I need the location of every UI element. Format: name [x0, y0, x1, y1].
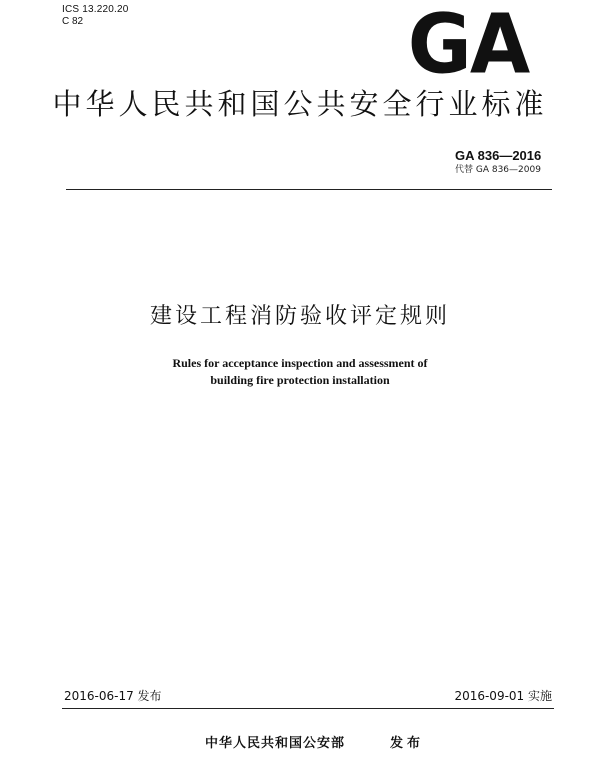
- document-title-en-line2: building fire protection installation: [210, 373, 390, 387]
- issue-date: 2016-06-17 发布: [64, 689, 162, 703]
- ga-logo-text: GA: [407, 0, 529, 93]
- issue-label: 发布: [390, 736, 425, 751]
- top-divider: [66, 189, 552, 190]
- document-title-en-line1: Rules for acceptance inspection and assessment of: [172, 356, 428, 370]
- document-title-en: [0, 355, 600, 389]
- document-title-zh: 建设工程消防验收评定规则: [149, 304, 450, 329]
- ga-logo: [405, 0, 531, 93]
- standard-category-title: 中华人民共和国公共安全行业标准: [52, 87, 548, 121]
- bottom-divider: [62, 708, 554, 709]
- replaces-standard: 代替 GA 836—2009: [455, 165, 541, 175]
- ccs-code: C 82: [62, 16, 84, 27]
- issuing-authority: 中华人民共和国公安部: [205, 736, 346, 751]
- standard-number: GA 836—2016: [455, 148, 542, 163]
- implementation-date: 2016-09-01 实施: [454, 689, 552, 703]
- ics-code: ICS 13.220.20: [62, 4, 129, 15]
